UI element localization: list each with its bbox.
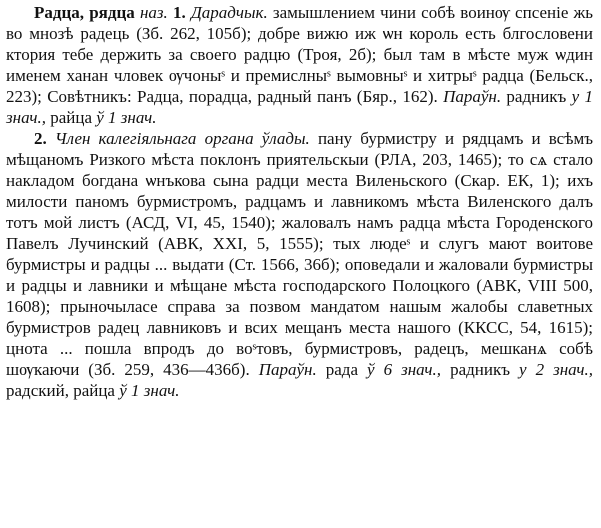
sense-2-paragraph xyxy=(6,128,593,401)
sense-2-compare-word-3: радский, райца xyxy=(6,381,115,400)
sense-1-compare-word-2: райца xyxy=(50,108,92,127)
sense-1-compare-sense: у 1 знач., xyxy=(6,87,594,127)
sense-1-compare-label: Параўн. xyxy=(443,87,502,106)
sense-2-compare-sense-2: у 2 знач., xyxy=(519,360,594,379)
sense-2-number: 2. xyxy=(34,129,47,148)
sense-2-compare-word-2: радникъ xyxy=(450,360,511,379)
sense-2-compare-sense: ў 6 знач., xyxy=(367,360,442,379)
headword: Радца, рядца xyxy=(34,3,135,22)
sense-2-compare-label: Параўн. xyxy=(258,360,317,379)
sense-2-compare-word: рада xyxy=(325,360,359,379)
sense-1-gloss: Дарадчык. xyxy=(190,3,268,22)
sense-2-citations: пану бурмистру и рядцамъ и всѣмъ мѣщаномъ Ризкого мѣста поклонъ приятельскыи (РЛА, 203, 1465); то сѧ стало накладом богдана ѡнъкова сына радци места Виленьского (Скар. ЕК, 1); ихъ милости паномъ бурмистромъ, радцамъ и лавникомъ мѣста Виленского далъ тотъ мой листъ (АСД, VI, 45, 1540); жаловалъ намъ радца мѣста Городенского Павелъ Лучинский (АВК, XXI, 5, 1555); тых людеˢ и слугъ мают воитове бурмистры и радцы ... выдати (Ст. 1566, 36б); оповедали и жаловали бурмистры и радцы и лавники и мѣщане мѣста господарского Полоцкого (АВК, VIII 500, 1608); прыночыласе справа за позвом мандатом нашым жалобы славетных бурмистров радец лавниковъ и всих мещанъ места нашого (ККСС, 54, 1615); цнота ... пошла впродъ до воˢтовъ, бурмистровъ, радецъ, мешканѧ собѣ шѹкаючи (Зб. 259, 436—436б). xyxy=(6,129,594,379)
sense-1-number: 1. xyxy=(173,3,186,22)
sense-2-compare-sense-3: ў 1 знач. xyxy=(119,381,180,400)
sense-1-compare-sense-2: ў 1 знач. xyxy=(96,108,157,127)
sense-1-citations: замышлением чини собѣ воинѹ спсеніе жь во мнозѣ радець (Зб. 262, 105б); добре вижю иж ѡн король есть блгословени ктория тебе держить за своего радцю (Троя, 2б); был там в мѣсте муж ѡдин именем ханан чловек ѹчоныˢ и премислныˢ вымовныˢ и хитрыˢ радца (Бельск., 223); Совѣтникъ: Радца, порадца, радный панъ (Бяр., 162). xyxy=(6,3,594,106)
sense-2-gloss: Член калегіяльнага органа ўлады. xyxy=(54,129,310,148)
sense-1-compare-word: радникъ xyxy=(506,87,567,106)
part-of-speech: наз. xyxy=(139,3,168,22)
sense-1-paragraph xyxy=(6,2,593,128)
